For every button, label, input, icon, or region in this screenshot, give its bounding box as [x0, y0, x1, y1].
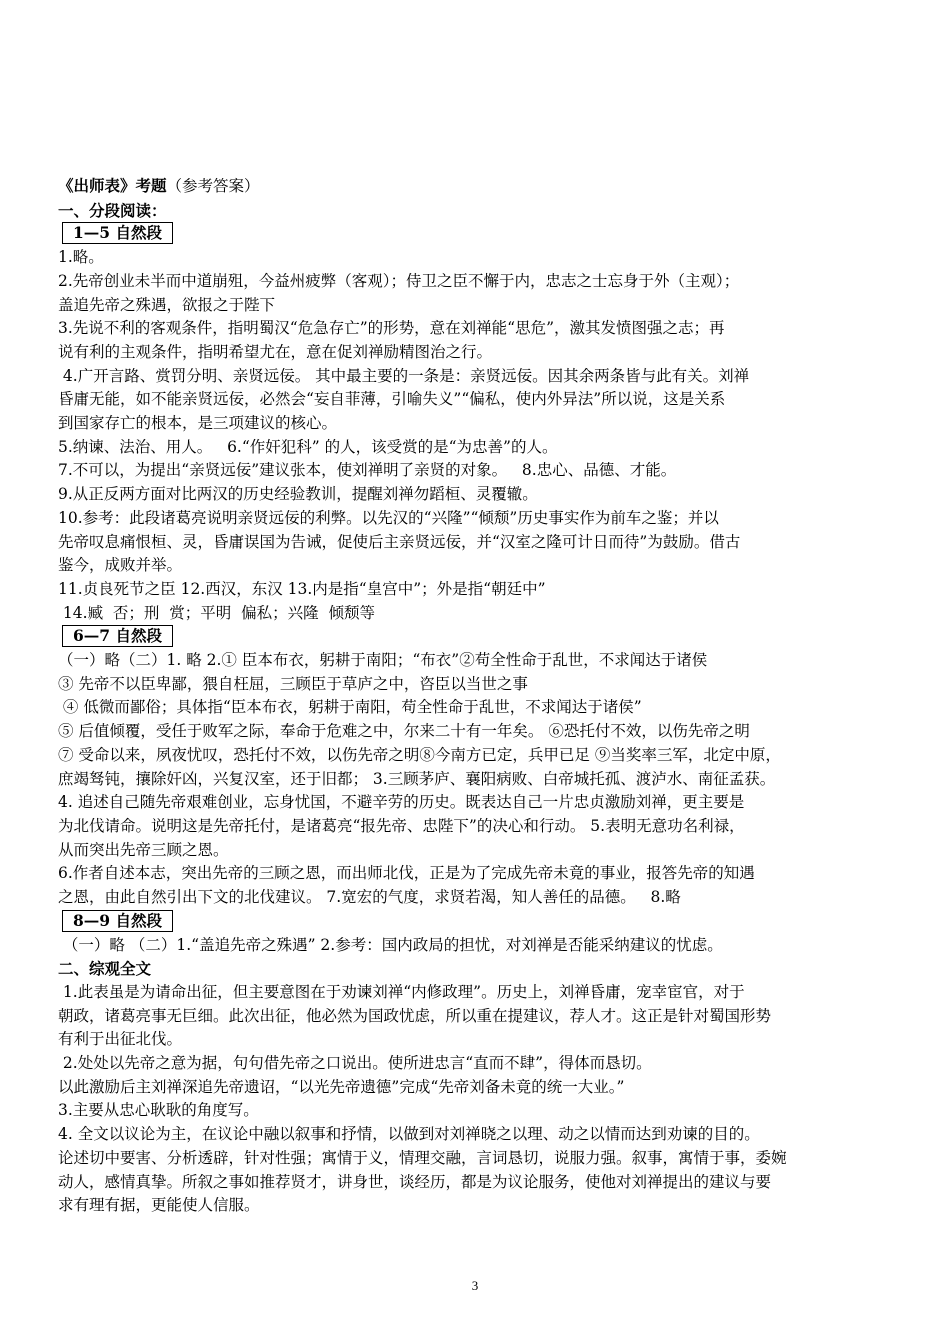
text-line: 1.略。	[58, 248, 104, 267]
part-3-text	[58, 934, 898, 958]
text-line: 2.先帝创业未半而中道崩殂，今益州疲弊（客观）；侍卫之臣不懈于内，忠志之士忘身于外（主观）；	[58, 271, 740, 290]
text-line: 庶竭驽钝，攘除奸凶，兴复汉室，还于旧都； 3.三顾茅庐、襄阳病败、白帝城托孤、渡泸水、南征孟获。	[58, 769, 776, 788]
text-line: 4. 追述自己随先帝艰难创业，忘身忧国，不避辛劳的历史。既表达自己一片忠贞激励刘禅，更主要是	[58, 793, 745, 812]
part-1-box-heading: 1—5 自然段	[62, 222, 173, 244]
text-line: 2.处处以先帝之意为据，句句借先帝之口说出。使所进忠言“直而不肆”，得体而恳切。	[58, 1054, 652, 1073]
text-line: 昏庸无能，如不能亲贤远佞，必然会“妄自菲薄，引喻失义”“偏私，使内外异法”所以说，这是关系	[58, 390, 726, 409]
section-1-heading: 一、分段阅读：	[58, 200, 167, 220]
text-line: 论述切中要害、分析透辟，针对性强；寓情于义，情理交融，言词恳切，说服力强。叙事，寓情于事，委婉	[58, 1148, 787, 1167]
part-2-box-heading: 6—7 自然段	[62, 625, 173, 647]
text-line: 14.臧 否；刑 赏；平明 偏私；兴隆 倾颓等	[58, 603, 375, 622]
text-line: 动人，感情真挚。所叙之事如推荐贤才，讲身世，谈经历，都是为议论服务，使他对刘禅提出的建议与要	[58, 1172, 772, 1191]
text-line: 6.作者自述本志，突出先帝的三顾之恩，而出师北伐，正是为了完成先帝未竟的事业，报答先帝的知遇	[58, 864, 755, 883]
text-line: 求有理有据，更能使人信服。	[58, 1196, 260, 1215]
text-line: 1.此表虽是为请命出征，但主要意图在于劝谏刘禅“内修政理”。历史上，刘禅昏庸，宠幸宦官，对于	[58, 982, 745, 1001]
text-line: 盖追先帝之殊遇，欲报之于陛下	[58, 295, 276, 314]
text-line: ⑦ 受命以来，夙夜忧叹，恐托付不效，以伤先帝之明⑧今南方已定，兵甲已足 ⑨当奖率三军，北定中原，	[58, 745, 781, 764]
text-line: 7.不可以，为提出“亲贤远佞”建议张本，使刘禅明了亲贤的对象。 8.忠心、品德、才能。	[58, 461, 677, 480]
text-line: 到国家存亡的根本，是三项建议的核心。	[58, 414, 338, 433]
text-line: 3.主要从忠心耿耿的角度写。	[58, 1101, 259, 1120]
section-2-text	[58, 981, 898, 1218]
text-line: 5.纳谏、法治、用人。 6.“作奸犯科” 的人，该受赏的是“为忠善”的人。	[58, 437, 558, 456]
text-line: （一）略 （二）1.“盖追先帝之殊遇” 2.参考：国内政局的担忧，对刘禅是否能采纳建议的忧虑。	[58, 935, 723, 954]
part-3-box-heading: 8—9 自然段	[62, 910, 173, 932]
text-line: 4.广开言路、赏罚分明、亲贤远佞。 其中最主要的一条是：亲贤远佞。因其余两条皆与此有关。刘禅	[58, 366, 750, 385]
document-title	[58, 174, 898, 199]
text-line: 先帝叹息痛恨桓、灵，昏庸误国为告诫，促使后主亲贤远佞，并“汉室之隆可计日而待”为鼓励。借古	[58, 532, 741, 551]
text-line: ③ 先帝不以臣卑鄙，猥自枉屈，三顾臣于草庐之中，咨臣以当世之事	[58, 674, 528, 693]
part-1-text	[58, 246, 898, 625]
text-line: 为北伐请命。说明这是先帝托付，是诸葛亮“报先帝、忠陛下”的决心和行动。 5.表明无意功名利禄，	[58, 816, 745, 835]
part-2-text	[58, 649, 898, 910]
text-line: 11.贞良死节之臣 12.西汉，东汉 13.内是指“皇宫中”；外是指“朝廷中”	[58, 579, 546, 598]
title-main: 《出师表》考题	[58, 176, 167, 195]
text-line: （一）略（二）1. 略 2.① 臣本布衣，躬耕于南阳；“布衣”②苟全性命于乱世，不求闻达于诸侯	[58, 651, 708, 670]
text-line: 以此激励后主刘禅深追先帝遗诏，“以光先帝遗德”完成“先帝刘备未竟的统一大业。”	[58, 1077, 625, 1096]
text-line: 4. 全文以议论为主，在议论中融以叙事和抒情，以做到对刘禅晓之以理、动之以情而达到劝谏的目的。	[58, 1125, 760, 1144]
text-line: 鉴今，成败并举。	[58, 556, 183, 575]
text-line: 之恩，由此自然引出下文的北伐建议。 7.宽宏的气度，求贤若渴，知人善任的品德。 8.略	[58, 888, 681, 907]
text-line: 说有利的主观条件，指明希望尤在，意在促刘禅励精图治之行。	[58, 342, 493, 361]
document-body	[58, 174, 898, 1218]
text-line: 9.从正反两方面对比两汉的历史经验教训，提醒刘禅勿蹈桓、灵覆辙。	[58, 485, 538, 504]
text-line: ④ 低微而鄙俗；具体指“臣本布衣，躬耕于南阳，苟全性命于乱世，不求闻达于诸侯”	[58, 698, 642, 717]
text-line: ⑤ 后值倾覆，受任于败军之际，奉命于危难之中，尔来二十有一年矣。 ⑥恐托付不效，以伤先帝之明	[58, 722, 750, 741]
page-number: 3	[471, 1278, 479, 1293]
section-2-heading: 二、综观全文	[58, 959, 152, 979]
text-line: 有利于出征北伐。	[58, 1030, 183, 1049]
text-line: 从而突出先帝三顾之恩。	[58, 840, 229, 859]
title-sub: （参考答案）	[166, 177, 260, 195]
text-line: 朝政，诸葛亮事无巨细。此次出征，他必然为国政忧虑，所以重在提建议，荐人才。这正是针对蜀国形势	[58, 1006, 772, 1025]
text-line: 3.先说不利的客观条件，指明蜀汉“危急存亡”的形势，意在刘禅能“思危”，激其发愤图强之志；再	[58, 319, 725, 338]
text-line: 10.参考：此段诸葛亮说明亲贤远佞的利弊。以先汉的“兴隆”“倾颓”历史事实作为前车之鉴；并以	[58, 508, 719, 527]
